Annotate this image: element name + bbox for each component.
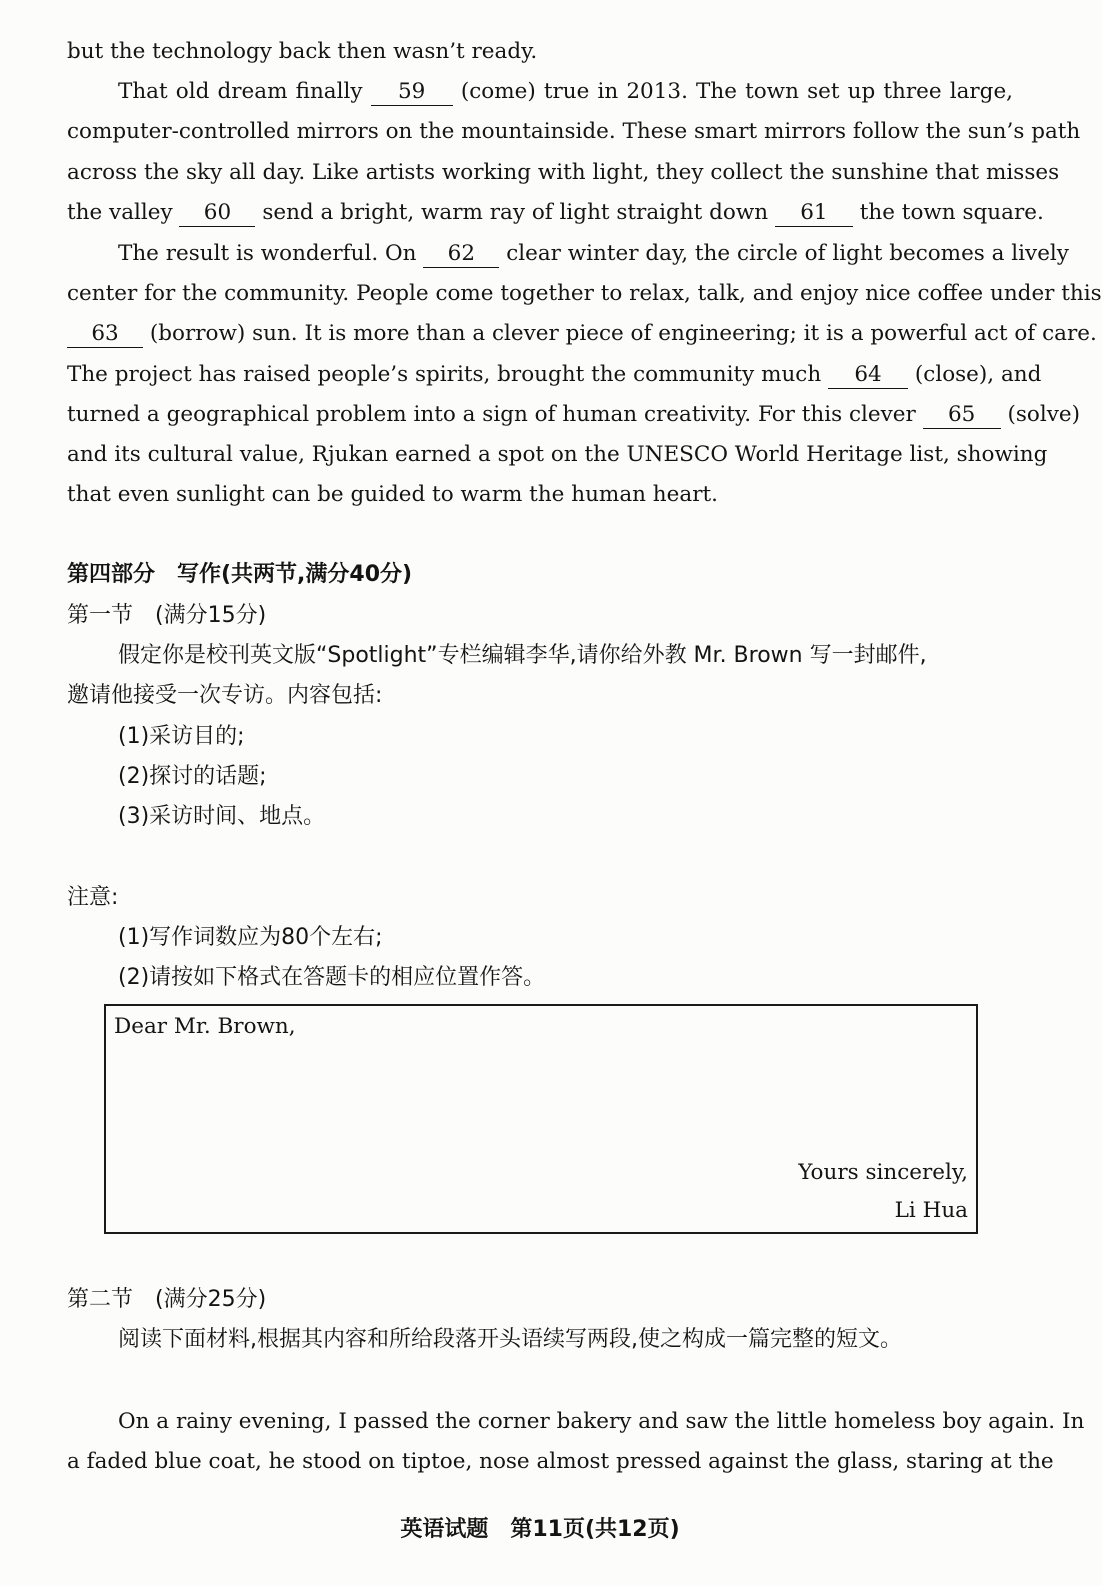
note-item: (1)写作词数应为80个左右;	[118, 925, 383, 950]
passage-line: across the sky all day. Like artists working with light, they collect the sunshine that misses	[67, 160, 1060, 185]
note-item: (2)请按如下格式在答题卡的相应位置作答。	[118, 965, 546, 990]
passage-line: 63 (borrow) sun. It is more than a clever piece of engineering; it is a powerful act of care.	[67, 314, 1013, 354]
passage-line: the valley 60 send a bright, warm ray of light straight down 61 the town square.	[67, 200, 1044, 225]
passage-line: and its cultural value, Rjukan earned a spot on the UNESCO World Heritage list, showing	[67, 442, 1048, 467]
blank-61[interactable]: 61	[775, 200, 853, 227]
note-title: 注意:	[67, 885, 119, 910]
blank-62[interactable]: 62	[423, 241, 499, 268]
passage-line: turned a geographical problem into a sign of human creativity. For this clever 65 (solve)	[67, 402, 1080, 427]
blank-63[interactable]: 63	[67, 321, 143, 348]
passage-line: center for the community. People come together to relax, talk, and enjoy nice coffee under this	[67, 281, 1102, 306]
passage-line: That old dream finally 59 (come) true in 2013. The town set up three large,	[118, 79, 1014, 104]
story-line: a faded blue coat, he stood on tiptoe, nose almost pressed against the glass, staring at the	[67, 1449, 1054, 1474]
section1-title: 第一节 (满分15分)	[67, 603, 267, 628]
task-item: (2)探讨的话题;	[118, 764, 267, 789]
story-line: On a rainy evening, I passed the corner bakery and saw the little homeless boy again. In	[118, 1409, 1085, 1434]
blank-64[interactable]: 64	[828, 362, 908, 389]
letter-closing: Yours sincerely,	[798, 1160, 968, 1185]
passage-line: that even sunlight can be guided to warm the human heart.	[67, 482, 718, 507]
passage-line: The project has raised people’s spirits, brought the community much 64 (close), and	[67, 362, 1042, 387]
passage-line: The result is wonderful. On 62 clear winter day, the circle of light becomes a lively	[118, 241, 1069, 266]
blank-65[interactable]: 65	[923, 402, 1001, 429]
blank-60[interactable]: 60	[179, 200, 255, 227]
section2-instruction: 阅读下面材料,根据其内容和所给段落开头语续写两段,使之构成一篇完整的短文。	[118, 1327, 902, 1352]
task-item: (3)采访时间、地点。	[118, 804, 326, 829]
part-title: 第四部分 写作(共两节,满分40分)	[67, 562, 413, 587]
blank-59[interactable]: 59	[371, 79, 453, 106]
task-line: 邀请他接受一次专访。内容包括:	[67, 683, 383, 708]
task-item: (1)采访目的;	[118, 724, 245, 749]
passage-line: computer-controlled mirrors on the mountainside. These smart mirrors follow the sun’s path	[67, 119, 1081, 144]
section2-title: 第二节 (满分25分)	[67, 1287, 267, 1312]
task-line: 假定你是校刊英文版“Spotlight”专栏编辑李华,请你给外教 Mr. Brown 写一封邮件,	[118, 643, 927, 668]
letter-format-box	[104, 1004, 978, 1234]
letter-signature: Li Hua	[894, 1198, 968, 1223]
page-footer: 英语试题 第11页(共12页)	[400, 1517, 680, 1542]
letter-salutation: Dear Mr. Brown,	[114, 1014, 296, 1039]
passage-line: but the technology back then wasn’t ready.	[67, 39, 538, 64]
